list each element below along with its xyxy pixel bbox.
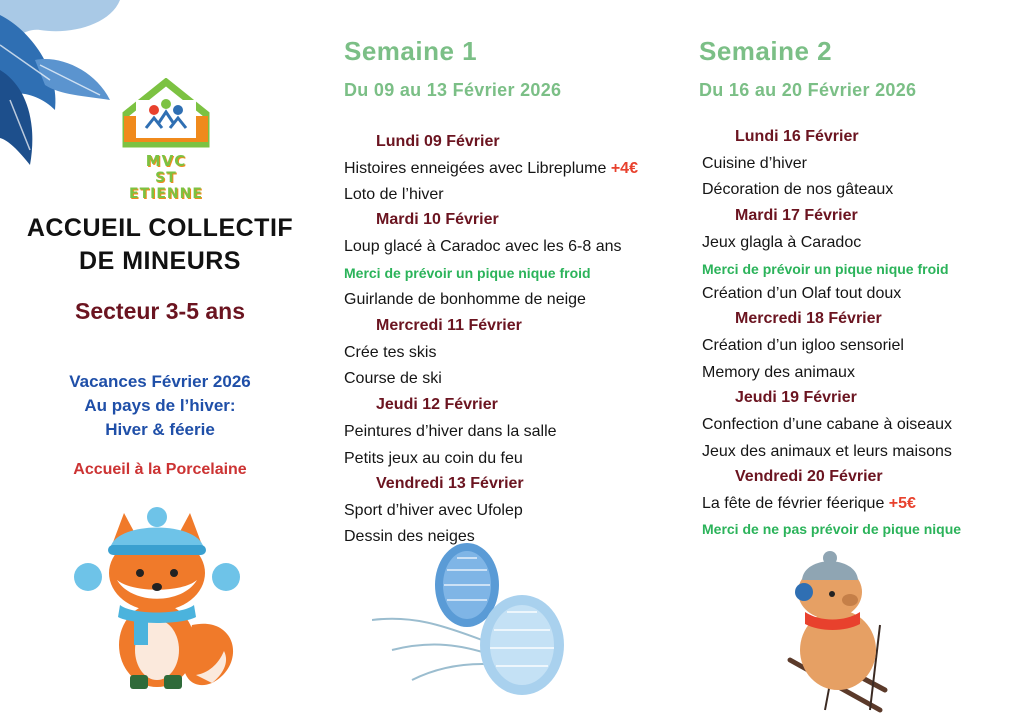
week2-dates: Du 16 au 20 Février 2026 [699,80,917,100]
week1-activity: Sport d’hiver avec Ufolep [344,502,523,519]
week1-title: Semaine 1 [344,36,478,66]
week1-activity [344,160,638,178]
week2-activity: Jeux glagla à Caradoc [702,234,862,251]
skier-illustration [780,550,890,715]
secteur-label: Secteur 3-5 ans [74,298,246,324]
activity-text: Histoires enneigées avec Libreplume [344,160,607,177]
pinecones-illustration [372,540,582,720]
title-line-1: ACCUEIL COLLECTIF [26,214,294,242]
vacances-line-3: Hiver & féerie [105,420,215,439]
week2-activity: Création d’un Olaf tout doux [702,285,902,302]
week1-activity: Crée tes skis [344,344,437,361]
week2-note: Merci de ne pas prévoir de pique nique [702,521,962,537]
week2-activity: Confection d’une cabane à oiseaux [702,416,952,433]
week2-day-mercredi: Mercredi 18 Février [735,310,882,327]
week2-activity: Décoration de nos gâteaux [702,181,894,198]
activity-text: La fête de février féerique [702,495,885,512]
week2-note: Merci de prévoir un pique nique froid [702,261,949,277]
page-title [0,212,320,278]
week1-activity: Peintures d’hiver dans la salle [344,423,557,440]
fox-illustration [72,505,252,695]
logo-house-icon [118,78,214,150]
week1-activity: Guirlande de bonhomme de neige [344,291,586,308]
week2-day-lundi: Lundi 16 Février [735,128,859,145]
mvc-logo [118,78,214,202]
week1-day-vendredi: Vendredi 13 Février [376,475,524,492]
title-line-2: DE MINEURS [79,247,241,275]
price-badge: +4€ [610,160,638,177]
week1-activity: Loup glacé à Caradoc avec les 6-8 ans [344,238,622,255]
week2-title: Semaine 2 [699,36,833,66]
week2-activity: Memory des animaux [702,364,855,381]
week1-activity: Course de ski [344,370,442,387]
week2-activity: Création d’un igloo sensoriel [702,337,904,354]
week2-day-jeudi: Jeudi 19 Février [735,389,857,406]
week1-day-mercredi: Mercredi 11 Février [376,317,522,334]
week2-activity [702,495,916,513]
week2-activity: Jeux des animaux et leurs maisons [702,443,952,460]
week2-activity: Cuisine d’hiver [702,155,807,172]
week1-day-mardi: Mardi 10 Février [376,211,499,228]
vacances-line-2: Au pays de l’hiver: [84,396,236,415]
price-badge: +5€ [888,495,916,512]
leaves-decoration [0,0,130,175]
week1-activity: Loto de l’hiver [344,186,444,203]
week2-day-vendredi: Vendredi 20 Février [735,468,883,485]
week1-note: Merci de prévoir un pique nique froid [344,265,591,281]
week1-activity: Petits jeux au coin du feu [344,450,523,467]
week1-day-lundi: Lundi 09 Février [376,133,500,150]
week2-day-mardi: Mardi 17 Février [735,207,858,224]
week1-day-jeudi: Jeudi 12 Février [376,396,498,413]
logo-text-mvc: MVC [145,152,187,170]
vacances-theme [0,370,320,442]
vacances-line-1: Vacances Février 2026 [69,372,251,391]
logo-text-st-etienne: ST ETIENNE [129,170,203,202]
week1-dates: Du 09 au 13 Février 2026 [344,80,562,100]
week1-activity: Dessin des neiges [344,528,475,545]
accueil-location: Accueil à la Porcelaine [73,461,247,478]
